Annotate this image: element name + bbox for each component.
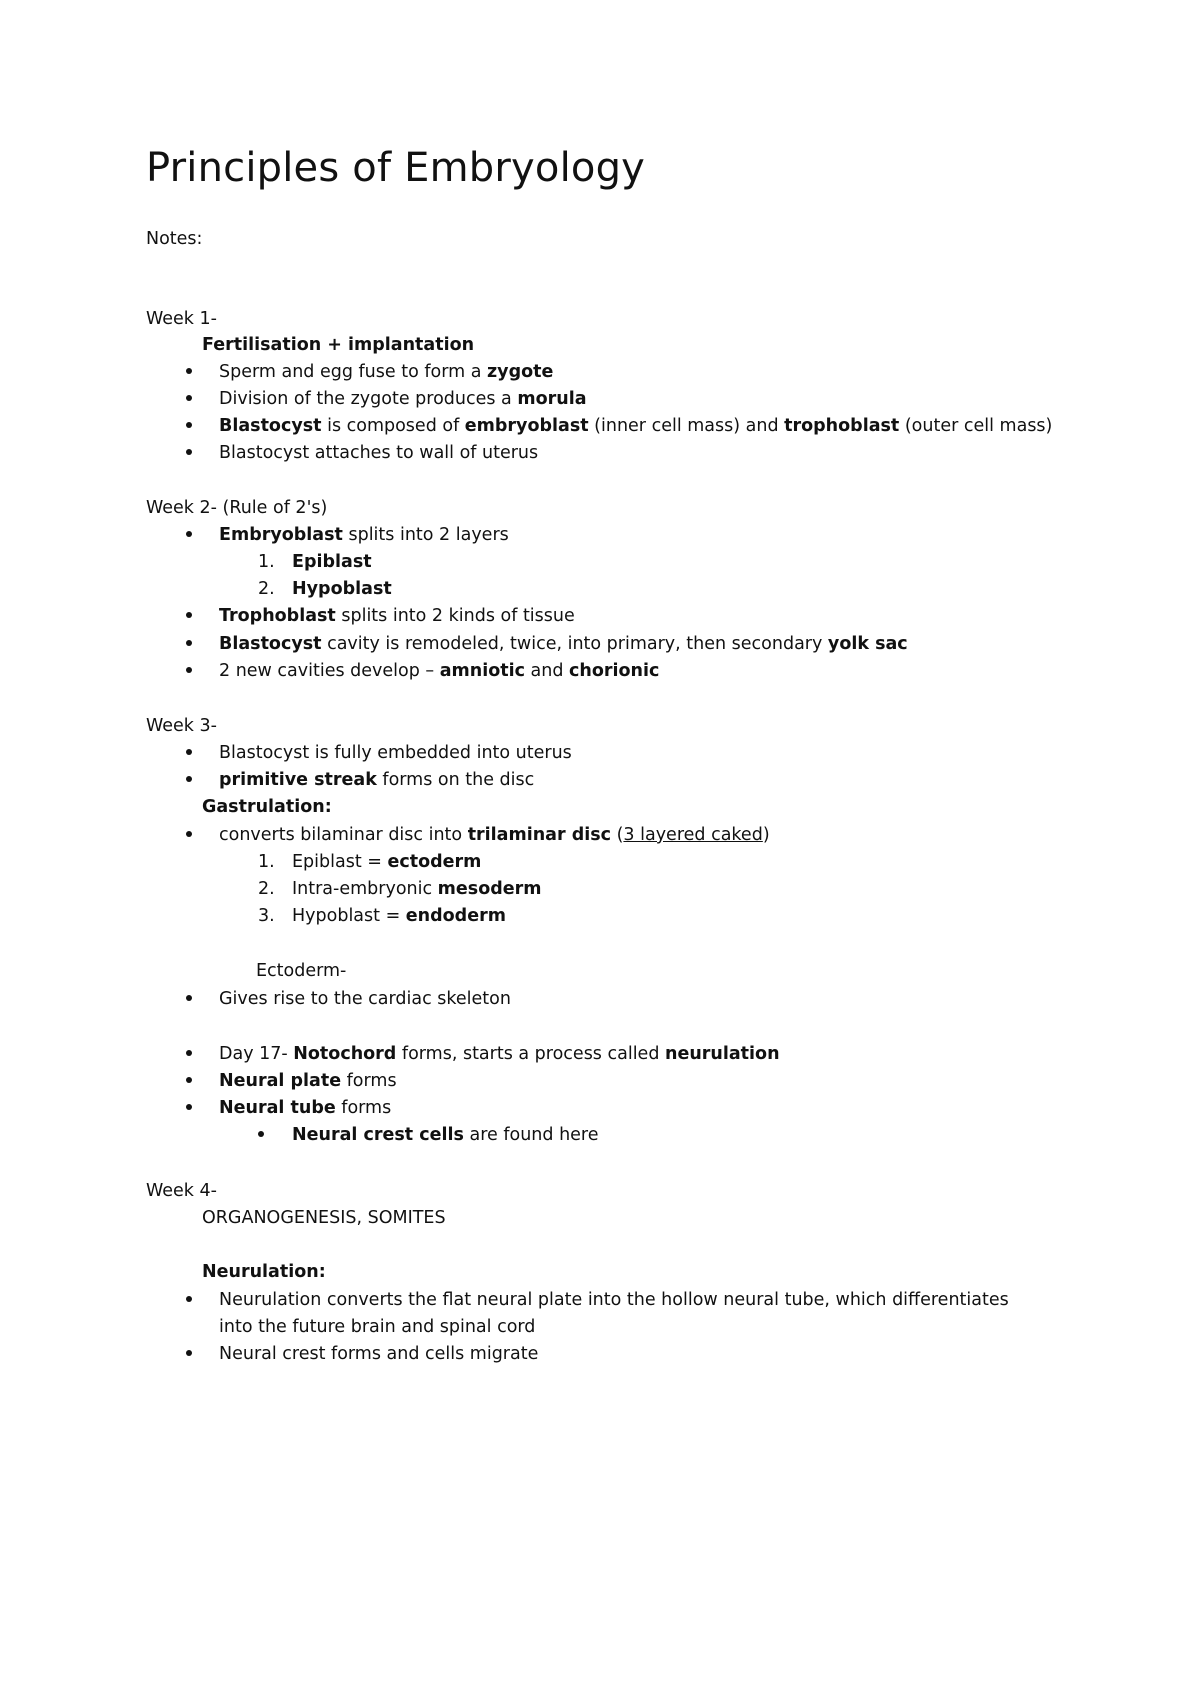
- neurulation-label: Neurulation:: [202, 1262, 326, 1282]
- gastrulation-bullet: converts bilaminar disc into trilaminar disc (3 layered caked): [219, 825, 770, 845]
- week2-bullet-4: 2 new cavities develop – amniotic and chorionic: [219, 661, 660, 681]
- day17-bullet-1: Day 17- Notochord forms, starts a process called neurulation: [219, 1044, 780, 1064]
- week1-bullet-4: Blastocyst attaches to wall of uterus: [219, 443, 539, 463]
- page-title: Principles of Embryology: [146, 145, 646, 191]
- week3-heading: Week 3-: [146, 716, 217, 736]
- week3-bullet-1: Blastocyst is fully embedded into uterus: [219, 743, 572, 763]
- week2-layer-1: 1. Epiblast: [258, 552, 372, 572]
- gastrulation-label: Gastrulation:: [202, 797, 332, 817]
- week3-bullet-2: primitive streak forms on the disc: [219, 770, 535, 790]
- ectoderm-label: Ectoderm-: [256, 961, 347, 981]
- ectoderm-bullet: Gives rise to the cardiac skeleton: [219, 989, 511, 1009]
- neural-crest-sub-bullet: Neural crest cells are found here: [292, 1125, 599, 1145]
- day17-bullet-3: Neural tube forms: [219, 1098, 392, 1118]
- notes-label: Notes:: [146, 229, 203, 249]
- germ-layer-2: 2. Intra-embryonic mesoderm: [258, 879, 542, 899]
- week2-bullet-2: Trophoblast splits into 2 kinds of tissue: [219, 606, 575, 626]
- week2-layer-2: 2. Hypoblast: [258, 579, 392, 599]
- week1-bullet-3: Blastocyst is composed of embryoblast (inner cell mass) and trophoblast (outer cell mass): [219, 416, 1053, 436]
- week1-bullet-2: Division of the zygote produces a morula: [219, 389, 587, 409]
- week2-heading: Week 2- (Rule of 2's): [146, 498, 328, 518]
- week1-heading: Week 1-: [146, 309, 217, 329]
- germ-layer-3: 3. Hypoblast = endoderm: [258, 906, 506, 926]
- week4-bullet-2: Neural crest forms and cells migrate: [219, 1344, 539, 1364]
- germ-layer-1: 1. Epiblast = ectoderm: [258, 852, 482, 872]
- week2-bullet-3: Blastocyst cavity is remodeled, twice, into primary, then secondary yolk sac: [219, 634, 908, 654]
- week4-subheading: ORGANOGENESIS, SOMITES: [202, 1208, 446, 1228]
- week4-heading: Week 4-: [146, 1181, 217, 1201]
- week4-bullet-1: Neurulation converts the flat neural plate into the hollow neural tube, which differentiates: [219, 1290, 1009, 1310]
- day17-bullet-2: Neural plate forms: [219, 1071, 397, 1091]
- week1-subheading: Fertilisation + implantation: [202, 335, 475, 355]
- week1-bullet-1: Sperm and egg fuse to form a zygote: [219, 362, 554, 382]
- week2-bullet-1: Embryoblast splits into 2 layers: [219, 525, 509, 545]
- week4-bullet-1-continuation: into the future brain and spinal cord: [219, 1317, 536, 1337]
